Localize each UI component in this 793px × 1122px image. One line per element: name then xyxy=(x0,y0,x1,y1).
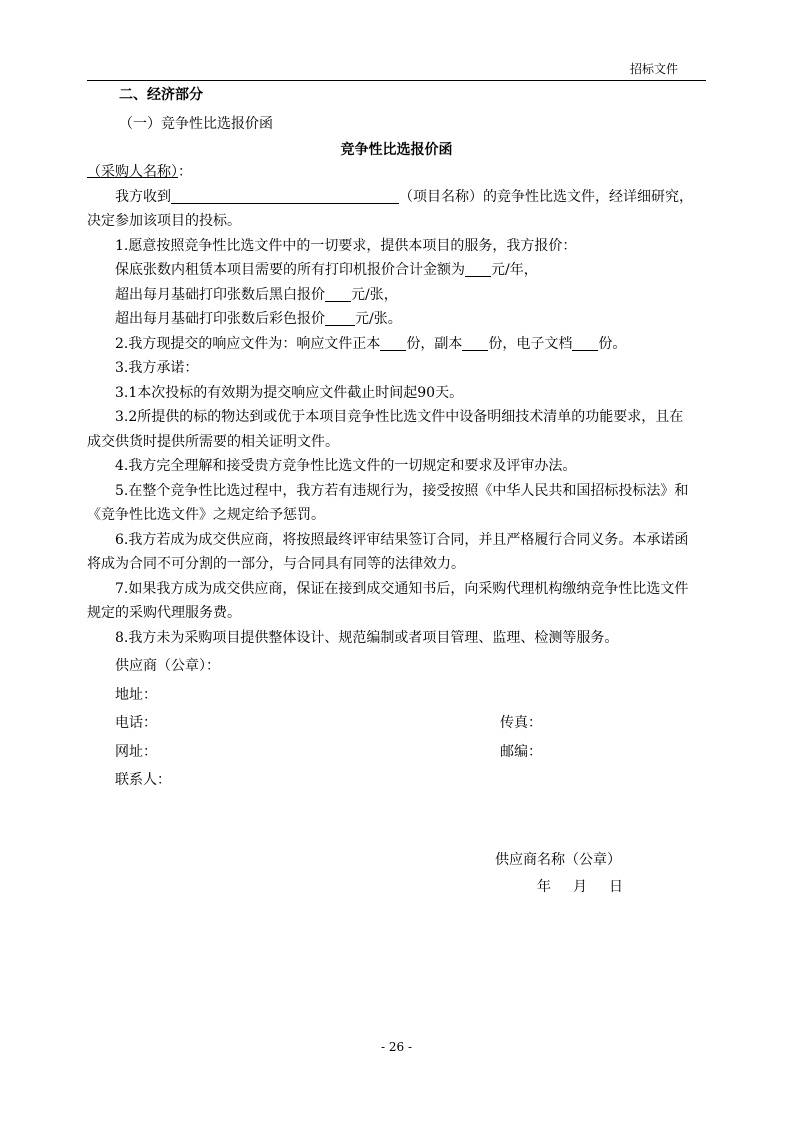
date-line: 年 月 日 xyxy=(537,879,623,895)
price-total-blank[interactable] xyxy=(465,260,491,277)
duplicate-copies-blank[interactable] xyxy=(462,334,488,351)
item-2: 2.我方现提交的响应文件为：响应文件正本 份，副本 份，电子文档 份。 xyxy=(115,335,627,352)
price-color-blank[interactable] xyxy=(325,309,355,326)
project-name-blank[interactable] xyxy=(171,187,399,204)
item-1: 1.愿意按照竞争性比选文件中的一切要求，提供本项目的服务，我方报价： xyxy=(115,237,577,254)
postcode-label: 邮编： xyxy=(500,743,542,760)
price-bw-line: 超出每月基础打印张数后黑白报价 元/张， xyxy=(115,286,398,303)
address-label: 地址： xyxy=(115,686,157,703)
item-7: 7.如果我方成为成交供应商，保证在接到成交通知书后，向采购代理机构缴纳竞争性比选文件规定的采购代理服务费。 xyxy=(87,580,689,621)
addressee-line: （采购人名称）： xyxy=(87,164,192,180)
supplier-seal-label: 供应商（公章）： xyxy=(115,658,220,674)
price-color-line: 超出每月基础打印张数后彩色报价 元/张。 xyxy=(115,311,402,327)
document-title: 竞争性比选报价函 xyxy=(340,142,453,158)
item-8: 8.我方未为采购项目提供整体设计、规范编制或者项目管理、监理、检测等服务。 xyxy=(115,629,619,646)
item-5: 5.在整个竞争性比选过程中，我方若有违规行为，接受按照《中华人民共和国招标投标法》和《竞争性比选文件》之规定给予惩罚。 xyxy=(87,482,689,523)
item-6: 6.我方若成为成交供应商，将按照最终评审结果签订合同，并且严格履行合同义务。本承诺函将成为合同不可分割的一部分，与合同具有同等的法律效力。 xyxy=(87,531,689,572)
fax-label: 传真： xyxy=(500,715,542,731)
price-total-line: 保底张数内租赁本项目需要的所有打印机报价合计金额为 元/年， xyxy=(115,262,538,278)
header-label: 招标文件 xyxy=(629,62,678,76)
item-3: 3.我方承诺： xyxy=(115,360,199,376)
signature-label: 供应商名称（公章） xyxy=(495,852,621,868)
letter-body xyxy=(87,160,693,793)
electronic-copies-blank[interactable] xyxy=(572,334,598,351)
phone-label: 电话： xyxy=(115,715,157,731)
item-3-1: 3.1本次投标的有效期为提交响应文件截止时间起90天。 xyxy=(115,384,464,401)
price-bw-blank[interactable] xyxy=(325,285,351,302)
page-number: - 26 - xyxy=(380,1040,412,1054)
original-copies-blank[interactable] xyxy=(380,334,406,351)
header-rule xyxy=(87,80,706,81)
website-label: 网址： xyxy=(115,743,157,760)
addressee: （采购人名称） xyxy=(87,164,178,180)
item-4: 4.我方完全理解和接受贵方竞争性比选文件的一切规定和要求及评审办法。 xyxy=(115,458,577,474)
section-title: 二、经济部分 xyxy=(119,87,203,103)
item-3-2: 3.2所提供的标的物达到或优于本项目竞争性比选文件中设备明细技术清单的功能要求，且在成交供货时提供所需要的相关证明文件。 xyxy=(87,409,684,450)
sub-title: （一）竞争性比选报价函 xyxy=(119,116,273,132)
phone-fax-row xyxy=(87,711,693,736)
intro-paragraph: 我方收到 （项目名称）的竞争性比选文件，经详细研究，决定参加该项目的投标。 xyxy=(87,188,693,229)
website-postcode-row xyxy=(87,740,693,765)
contact-label: 联系人： xyxy=(115,772,171,788)
